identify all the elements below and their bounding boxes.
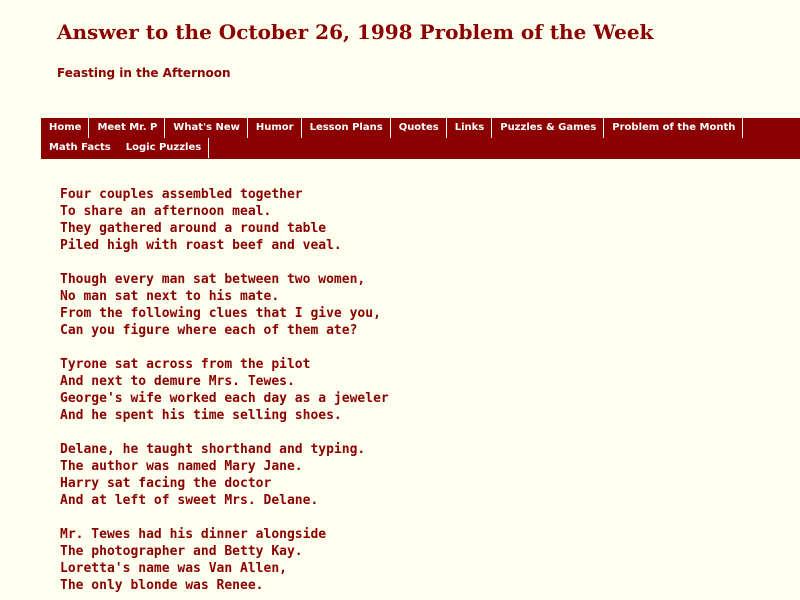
poem-line: Delane, he taught shorthand and typing.	[60, 442, 366, 457]
nav-item-puzzles-games[interactable]: Puzzles & Games	[492, 118, 604, 138]
nav-item-math-facts[interactable]: Math Facts	[49, 142, 111, 153]
nav-item-home[interactable]: Home	[41, 118, 89, 138]
nav-item-meet-mr-p[interactable]: Meet Mr. P	[89, 118, 165, 138]
poem-line: From the following clues that I give you,	[60, 306, 381, 321]
page-title: Answer to the October 26, 1998 Problem of the Week	[57, 20, 654, 44]
poem-stanza	[60, 271, 389, 339]
nav-bar	[41, 118, 800, 159]
poem-line: Harry sat facing the doctor	[60, 476, 272, 491]
poem-stanza	[60, 441, 389, 509]
poem-line: Mr. Tewes had his dinner alongside	[60, 527, 327, 542]
poem-line: And next to demure Mrs. Tewes.	[60, 374, 295, 389]
nav-item-lesson-plans[interactable]: Lesson Plans	[302, 118, 391, 138]
nav-item-logic-puzzles[interactable]: Logic Puzzles	[118, 138, 210, 158]
poem-stanza	[60, 186, 389, 254]
nav-item-humor[interactable]: Humor	[248, 118, 302, 138]
nav-item-problem-of-the-month[interactable]: Problem of the Month	[604, 118, 743, 138]
poem-line: Can you figure where each of them ate?	[60, 323, 358, 338]
page-subtitle: Feasting in the Afternoon	[57, 66, 231, 80]
poem-line: The photographer and Betty Kay.	[60, 544, 303, 559]
poem-line: They gathered around a round table	[60, 221, 327, 236]
poem-line: The author was named Mary Jane.	[60, 459, 303, 474]
poem-line: Four couples assembled together	[60, 187, 303, 202]
poem-line: George's wife worked each day as a jeweler	[60, 391, 389, 406]
nav-item-whats-new[interactable]: What's New	[165, 118, 248, 138]
nav-item-links[interactable]: Links	[447, 118, 493, 138]
poem-line: To share an afternoon meal.	[60, 204, 272, 219]
poem-stanza	[60, 356, 389, 424]
poem-line: Piled high with roast beef and veal.	[60, 238, 342, 253]
nav-item-quotes[interactable]: Quotes	[391, 118, 447, 138]
poem-line: Though every man sat between two women,	[60, 272, 366, 287]
poem-line: Tyrone sat across from the pilot	[60, 357, 311, 372]
poem-line: And at left of sweet Mrs. Delane.	[60, 493, 319, 508]
poem-line: And he spent his time selling shoes.	[60, 408, 342, 423]
poem	[60, 186, 389, 600]
poem-stanza	[60, 526, 389, 594]
poem-line: Loretta's name was Van Allen,	[60, 561, 287, 576]
poem-line: No man sat next to his mate.	[60, 289, 280, 304]
poem-line: The only blonde was Renee.	[60, 578, 264, 593]
